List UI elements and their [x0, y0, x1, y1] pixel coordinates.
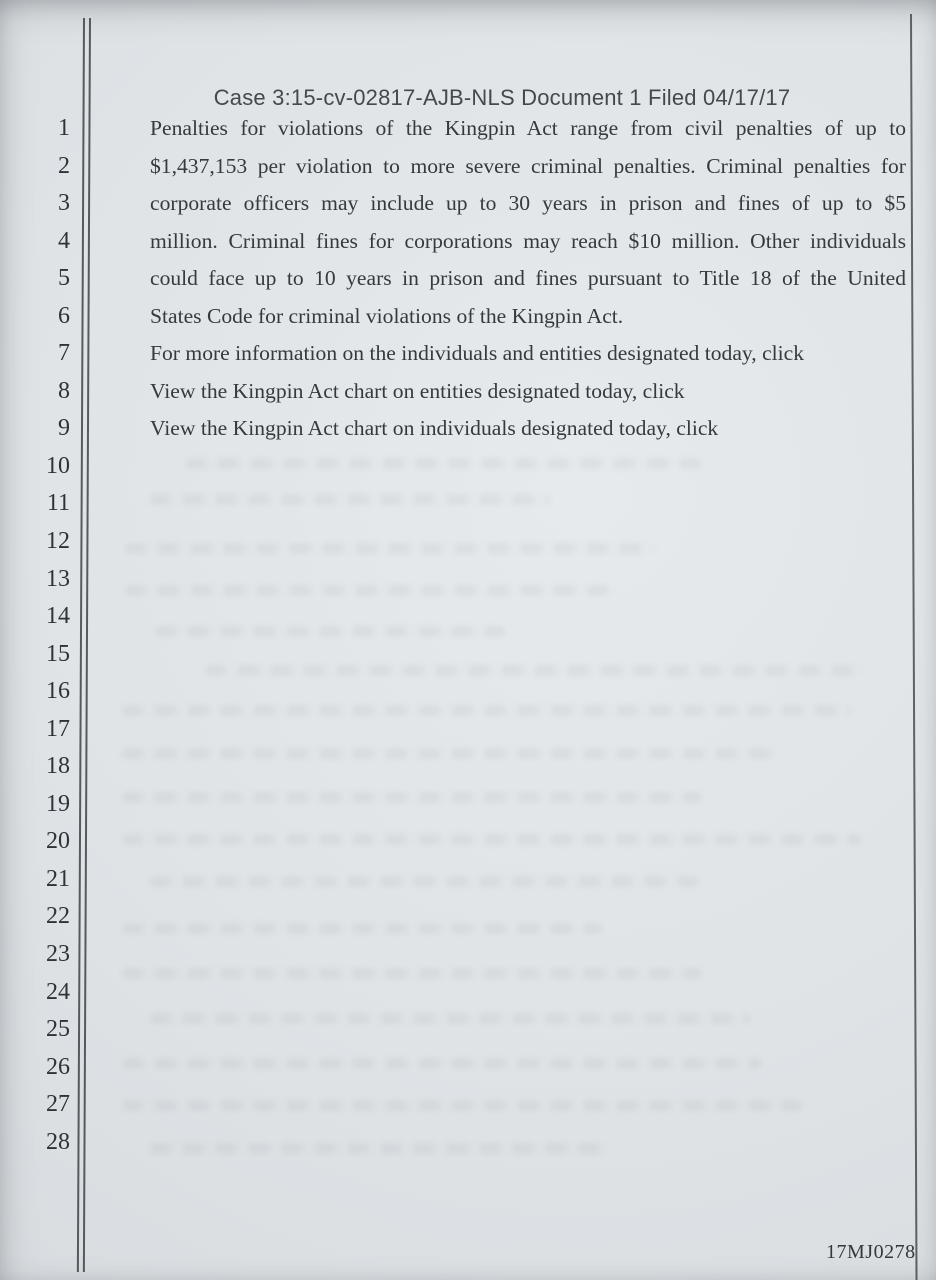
document-body — [150, 110, 906, 448]
bleed-through-row — [122, 792, 702, 803]
line-number: 23 — [46, 941, 70, 968]
body-line: View the Kingpin Act chart on individuals designated today, click — [150, 416, 719, 441]
ecf-stamp-header: Case 3:15-cv-02817-AJB-NLS Document 1 Filed 04/17/17 — [213, 85, 791, 110]
line-number: 12 — [46, 528, 70, 555]
bleed-through-row — [205, 665, 865, 676]
body-line: View the Kingpin Act chart on entities designated today, click — [150, 378, 685, 403]
line-number: 16 — [46, 678, 70, 705]
line-number-column — [0, 110, 70, 1161]
body-line: $1,437,153 per violation to more severe criminal penalties. Criminal penalties for — [150, 153, 906, 178]
line-number: 5 — [58, 265, 70, 292]
line-number: 15 — [46, 640, 70, 667]
bleed-through-row — [150, 1013, 750, 1024]
line-number: 6 — [58, 302, 70, 329]
bleed-through-row — [150, 494, 550, 505]
line-number: 28 — [46, 1128, 70, 1155]
line-number: 14 — [46, 603, 70, 630]
body-line: could face up to 10 years in prison and fines pursuant to Title 18 of the United — [150, 266, 906, 291]
bleed-through-row — [150, 876, 700, 887]
line-number: 20 — [46, 828, 70, 855]
bleed-through-row — [122, 923, 602, 934]
line-number: 19 — [46, 790, 70, 817]
bleed-through-row — [150, 1143, 610, 1154]
line-number: 18 — [46, 753, 70, 780]
case-number-stamp: 17MJ0278 — [826, 1241, 916, 1263]
bleed-through-row — [122, 834, 862, 845]
line-number: 7 — [58, 340, 70, 367]
line-number: 17 — [46, 715, 70, 742]
bleed-through-row — [155, 626, 505, 637]
bleed-through-row — [125, 543, 655, 554]
line-number: 10 — [46, 452, 70, 479]
line-number: 24 — [46, 978, 70, 1005]
line-number: 3 — [58, 190, 70, 217]
bleed-through-row — [185, 458, 705, 469]
body-line: For more information on the individuals and entities designated today, click — [150, 341, 805, 366]
bleed-through-row — [122, 1058, 762, 1069]
bleed-through-row — [122, 748, 782, 759]
bleed-through-row — [122, 705, 852, 716]
body-line: corporate officers may include up to 30 years in prison and fines of up to $5 — [150, 191, 906, 216]
line-number: 11 — [46, 490, 70, 517]
bleed-through-row — [122, 1100, 802, 1111]
line-number: 27 — [46, 1091, 70, 1118]
bleed-through-row — [125, 585, 620, 596]
line-number: 13 — [46, 565, 70, 592]
right-margin-rule — [910, 14, 918, 1280]
line-number: 1 — [58, 115, 70, 141]
line-number: 8 — [58, 377, 70, 404]
body-line: States Code for criminal violations of the Kingpin Act. — [150, 303, 624, 328]
body-line: Penalties for violations of the Kingpin Act range from civil penalties of up to — [150, 116, 906, 140]
line-number: 9 — [58, 415, 70, 442]
line-number: 4 — [58, 227, 70, 254]
pleading-double-rule — [77, 18, 91, 1272]
line-number: 22 — [46, 903, 70, 930]
line-number: 25 — [46, 1016, 70, 1043]
line-number: 2 — [58, 152, 70, 179]
line-number: 26 — [46, 1053, 70, 1080]
bleed-through-row — [122, 968, 702, 979]
body-line: million. Criminal fines for corporations may reach $10 million. Other individuals — [150, 228, 906, 253]
line-number: 21 — [46, 865, 70, 892]
